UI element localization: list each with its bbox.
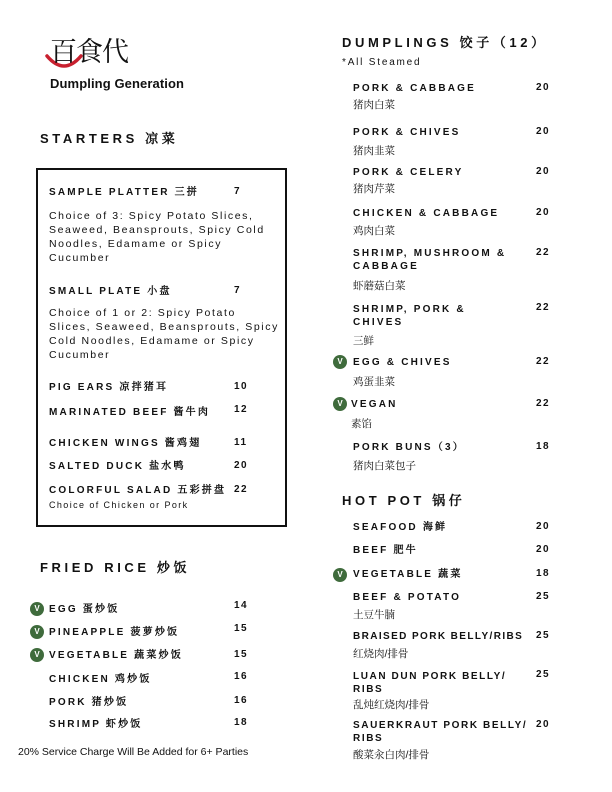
- hot-pot-item-price: 25: [536, 669, 551, 680]
- dumpling-item-price: 20: [536, 207, 551, 218]
- dumpling-item-name: PORK & CHIVES: [353, 127, 461, 138]
- dumpling-item-chinese: 虾蘑菇白菜: [353, 280, 406, 292]
- dumpling-item-chinese: 鸡肉白菜: [353, 225, 395, 237]
- brand-name: Dumpling Generation: [50, 76, 185, 91]
- vegan-badge-icon: V: [333, 568, 347, 582]
- dumpling-item-name: PORK & CABBAGE: [353, 83, 477, 94]
- dumpling-item-name: VEGAN: [351, 399, 398, 410]
- starter-item-price: 20: [234, 460, 249, 471]
- vegan-badge-icon: V: [333, 355, 347, 369]
- starter-item-price: 10: [234, 381, 249, 392]
- starter-item-name: MARINATED BEEF 酱牛肉: [49, 407, 211, 418]
- vegan-badge-icon: V: [333, 397, 347, 411]
- starter-item-name: SMALL PLATE 小盘: [49, 286, 172, 297]
- fried-rice-item-name: SHRIMP 虾炒饭: [49, 719, 143, 730]
- dumpling-item-chinese: 素馅: [351, 418, 372, 430]
- fried-rice-title: FRIED RICE 炒饭: [40, 560, 191, 575]
- hot-pot-item-price: 20: [536, 521, 551, 532]
- starter-item-price: 11: [234, 437, 248, 448]
- hot-pot-item-price: 20: [536, 719, 551, 730]
- vegan-badge-icon: V: [30, 602, 44, 616]
- starters-title: STARTERS 凉菜: [40, 131, 179, 146]
- hot-pot-item-name: LUAN DUN PORK BELLY/ RIBS: [353, 671, 507, 695]
- hot-pot-item-price: 25: [536, 630, 551, 641]
- dumpling-item-price: 22: [536, 302, 551, 313]
- fried-rice-item-name: CHICKEN 鸡炒饭: [49, 674, 152, 685]
- fried-rice-item-price: 15: [234, 649, 249, 660]
- fried-rice-item-price: 18: [234, 717, 249, 728]
- dumpling-item-price: 20: [536, 166, 551, 177]
- hot-pot-item-chinese: 土豆牛腩: [353, 609, 395, 621]
- dumplings-title: DUMPLINGS 饺子（12）: [342, 35, 548, 50]
- starter-item-name: SALTED DUCK 盐水鸭: [49, 461, 186, 472]
- fried-rice-item-name: VEGETABLE 蔬菜炒饭: [49, 650, 183, 661]
- starter-item-desc: Choice of Chicken or Pork: [49, 500, 189, 510]
- fried-rice-item-price: 16: [234, 695, 249, 706]
- hot-pot-item-price: 25: [536, 591, 551, 602]
- service-charge-note: 20% Service Charge Will Be Added for 6+ Parties: [18, 746, 249, 758]
- hot-pot-item-chinese: 红烧肉/排骨: [353, 648, 409, 660]
- dumpling-item-price: 18: [536, 441, 551, 452]
- dumpling-item-name: PORK BUNS（3）: [353, 442, 465, 453]
- dumpling-item-chinese: 猪肉芹菜: [353, 183, 395, 195]
- starter-item-desc: Choice of 3: Spicy Potato Slices, Seaweed, Beansprouts, Spicy Cold Noodles, Edamame or Spicy Cucumber: [49, 210, 265, 264]
- vegan-badge-icon: V: [30, 648, 44, 662]
- dumpling-item-chinese: 三鲜: [353, 335, 374, 347]
- fried-rice-item-name: PINEAPPLE 菠萝炒饭: [49, 627, 180, 638]
- dumpling-item-name: SHRIMP, PORK & CHIVES: [353, 304, 466, 328]
- dumpling-item-price: 22: [536, 398, 551, 409]
- dumpling-item-price: 20: [536, 126, 551, 137]
- fried-rice-item-name: PORK 猪炒饭: [49, 697, 129, 708]
- fried-rice-item-price: 16: [234, 671, 249, 682]
- dumpling-item-name: PORK & CELERY: [353, 167, 464, 178]
- hot-pot-item-name: BEEF 肥牛: [353, 545, 418, 556]
- starter-item-name: PIG EARS 凉拌猪耳: [49, 382, 169, 393]
- starter-item-name: COLORFUL SALAD 五彩拼盘: [49, 485, 227, 496]
- vegan-badge-icon: V: [30, 625, 44, 639]
- dumplings-subtitle: *All Steamed: [342, 57, 422, 68]
- hot-pot-item-name: SAUERKRAUT PORK BELLY/ RIBS: [353, 720, 528, 744]
- hot-pot-item-name: BEEF & POTATO: [353, 592, 462, 603]
- dumpling-item-chinese: 猪肉韭菜: [353, 145, 395, 157]
- starter-item-price: 7: [234, 186, 242, 197]
- dumpling-item-price: 22: [536, 247, 551, 258]
- dumpling-item-chinese: 猪肉白菜包子: [353, 460, 416, 472]
- hot-pot-item-price: 20: [536, 544, 551, 555]
- hot-pot-item-name: BRAISED PORK BELLY/RIBS: [353, 631, 524, 642]
- dumpling-item-chinese: 猪肉白菜: [353, 99, 395, 111]
- starter-item-name: SAMPLE PLATTER 三拼: [49, 187, 199, 198]
- dumpling-item-name: CHICKEN & CABBAGE: [353, 208, 500, 219]
- hot-pot-item-price: 18: [536, 568, 551, 579]
- starter-item-price: 22: [234, 484, 249, 495]
- starter-item-price: 12: [234, 404, 249, 415]
- dumpling-item-price: 20: [536, 82, 551, 93]
- starter-item-desc: Choice of 1 or 2: Spicy Potato Slices, Seaweed, Beansprouts, Spicy Cold Noodles, Edamame or Spicy Cucumber: [49, 307, 279, 361]
- dumpling-item-price: 22: [536, 356, 551, 367]
- dumpling-item-name: EGG & CHIVES: [353, 357, 452, 368]
- hot-pot-item-name: SEAFOOD 海鲜: [353, 522, 448, 533]
- dumpling-item-name: SHRIMP, MUSHROOM & CABBAGE: [353, 248, 507, 272]
- starter-item-name: CHICKEN WINGS 酱鸡翅: [49, 438, 202, 449]
- dumpling-item-chinese: 鸡蛋韭菜: [353, 376, 395, 388]
- hot-pot-item-name: VEGETABLE 蔬菜: [353, 569, 463, 580]
- fried-rice-item-name: EGG 蛋炒饭: [49, 604, 120, 615]
- starter-item-price: 7: [234, 285, 242, 296]
- hot-pot-title: HOT POT 锅仔: [342, 493, 466, 508]
- hot-pot-item-chinese: 酸菜汆白肉/排骨: [353, 749, 430, 761]
- brand-logo: [44, 28, 204, 96]
- hot-pot-item-chinese: 乱炖红烧肉/排骨: [353, 699, 430, 711]
- fried-rice-item-price: 15: [234, 623, 249, 634]
- logo-chinese-text: 百食代: [50, 37, 128, 68]
- fried-rice-item-price: 14: [234, 600, 249, 611]
